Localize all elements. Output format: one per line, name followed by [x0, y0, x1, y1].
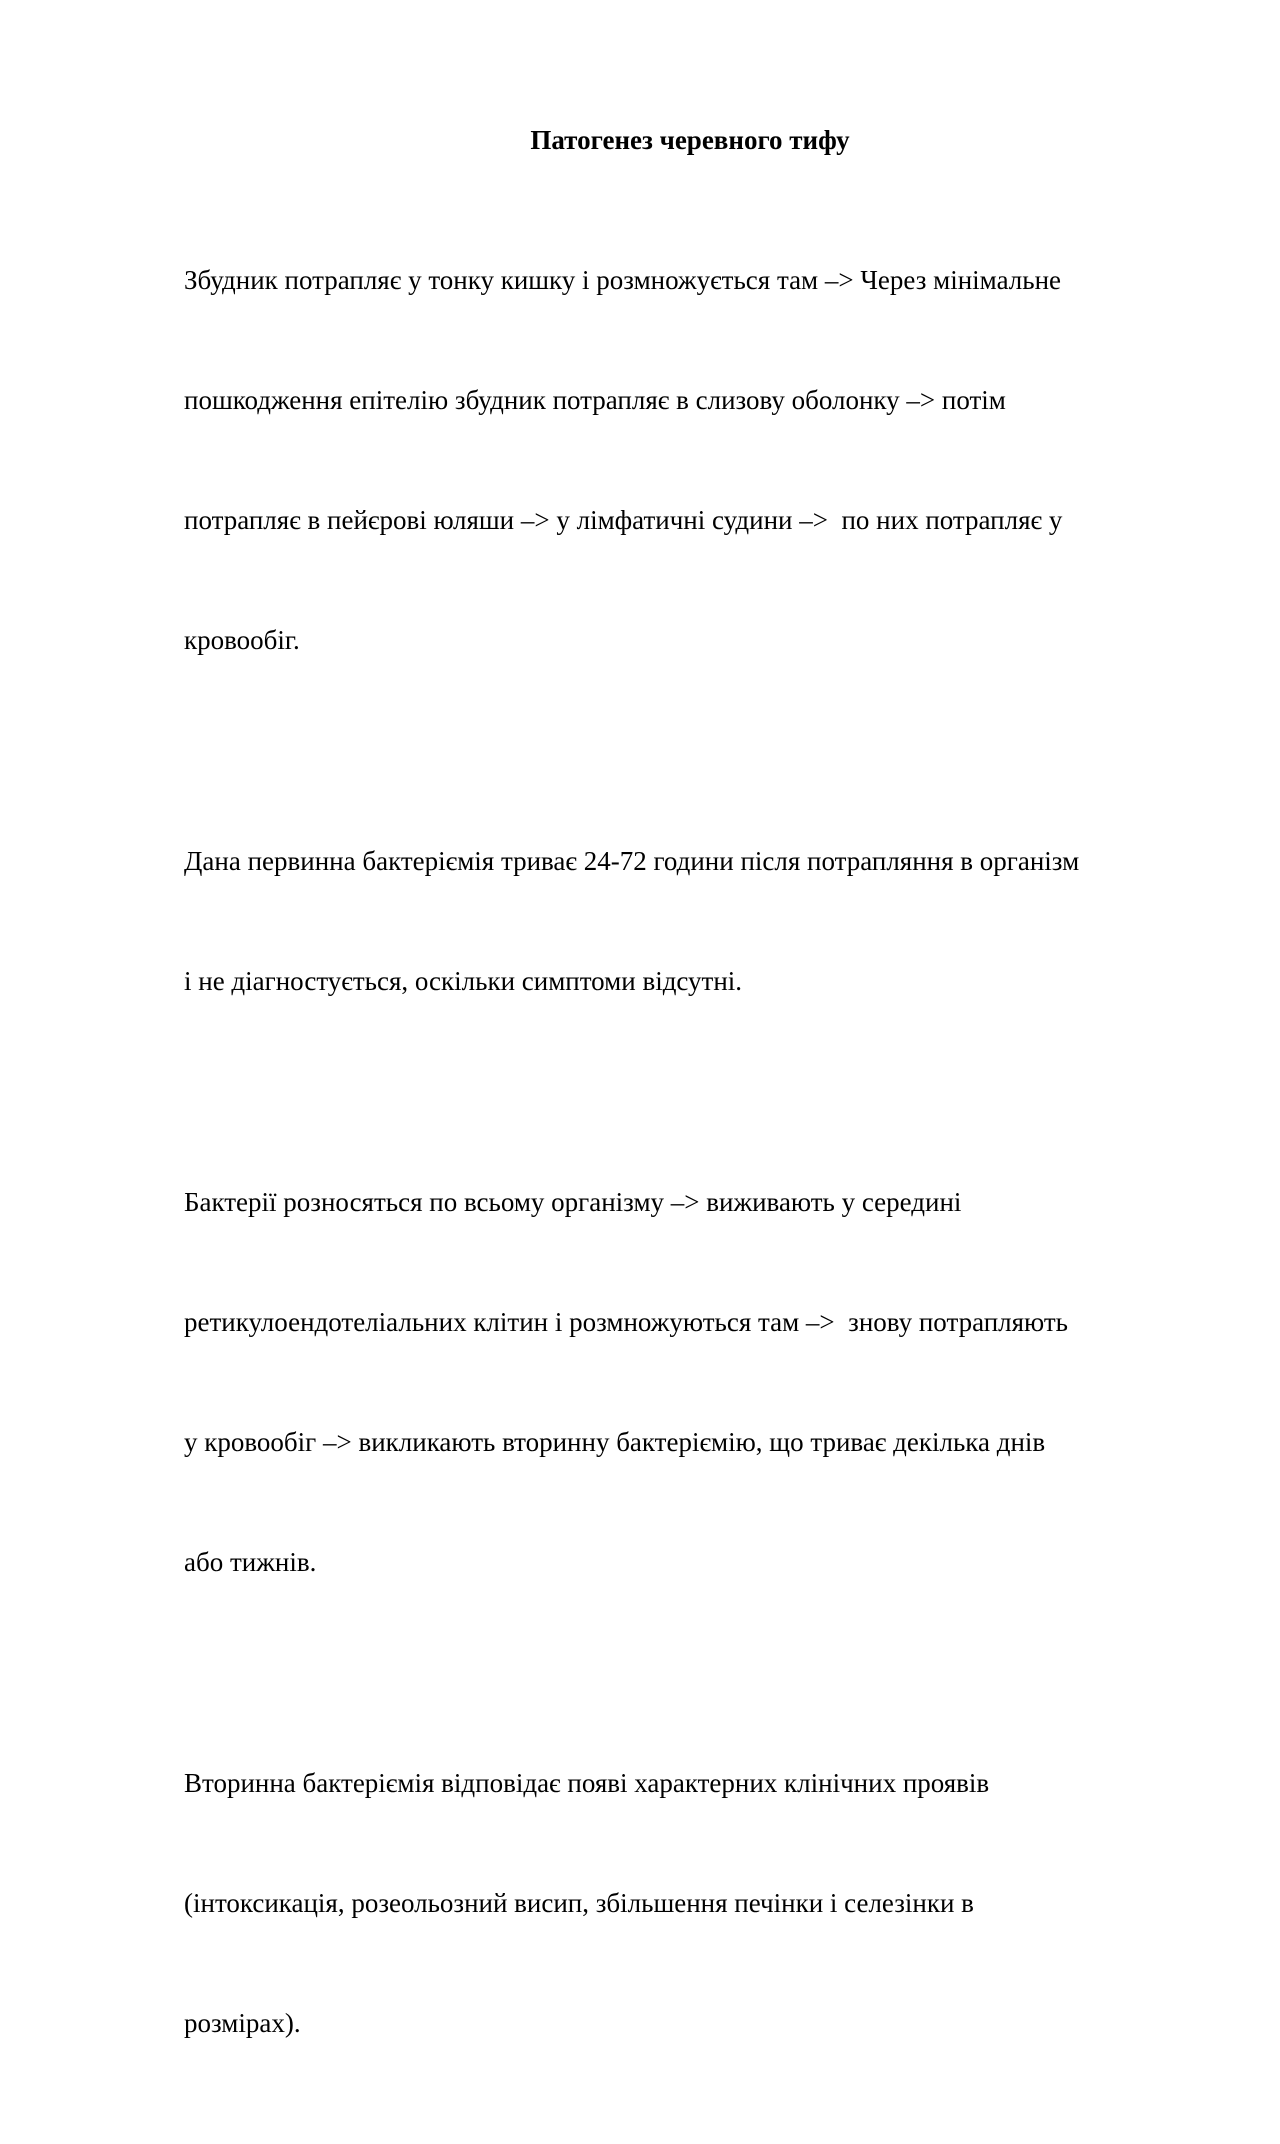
paragraph-line: або тижнів.	[184, 1547, 317, 1577]
paragraph-1	[184, 180, 1196, 740]
paragraph-line: Бактерії розносяться по всьому організму –> виживають у середині	[184, 1187, 962, 1217]
paragraph-line: ретикулоендотеліальних клітин і розмножуються там –> знову потрапляють	[184, 1307, 1068, 1337]
paragraph-line: і не діагностується, оскільки симптоми відсутні.	[184, 966, 743, 996]
paragraph-line: Дана первинна бактеріємія триває 24-72 години після потрапляння в організм	[184, 846, 1080, 876]
paragraph-2	[184, 761, 1196, 1081]
paragraph-line: кровообіг.	[184, 625, 300, 655]
paragraph-line: розмірах).	[184, 2008, 301, 2038]
paragraph-3	[184, 1102, 1196, 1662]
paragraph-line: Вторинна бактеріємія відповідає появі характерних клінічних проявів	[184, 1768, 990, 1798]
paragraph-line: Збудник потрапляє у тонку кишку і розмножується там –> Через мінімальне	[184, 265, 1062, 295]
paragraph-line: (інтоксикація, розеольозний висип, збільшення печінки і селезінки в	[184, 1888, 974, 1918]
document-content	[184, 120, 1196, 2144]
paragraph-line: у кровообіг –> викликають вторинну бактеріємію, що триває декілька днів	[184, 1427, 1046, 1457]
document-title: Патогенез черевного тифу	[530, 125, 850, 155]
paragraph-line: потрапляє в пейєрові юляши –> у лімфатичні судини –> по них потрапляє у	[184, 505, 1063, 535]
paragraph-line: пошкодження епітелію збудник потрапляє в слизову оболонку –> потім	[184, 385, 1006, 415]
paragraph-4	[184, 1683, 1196, 2123]
